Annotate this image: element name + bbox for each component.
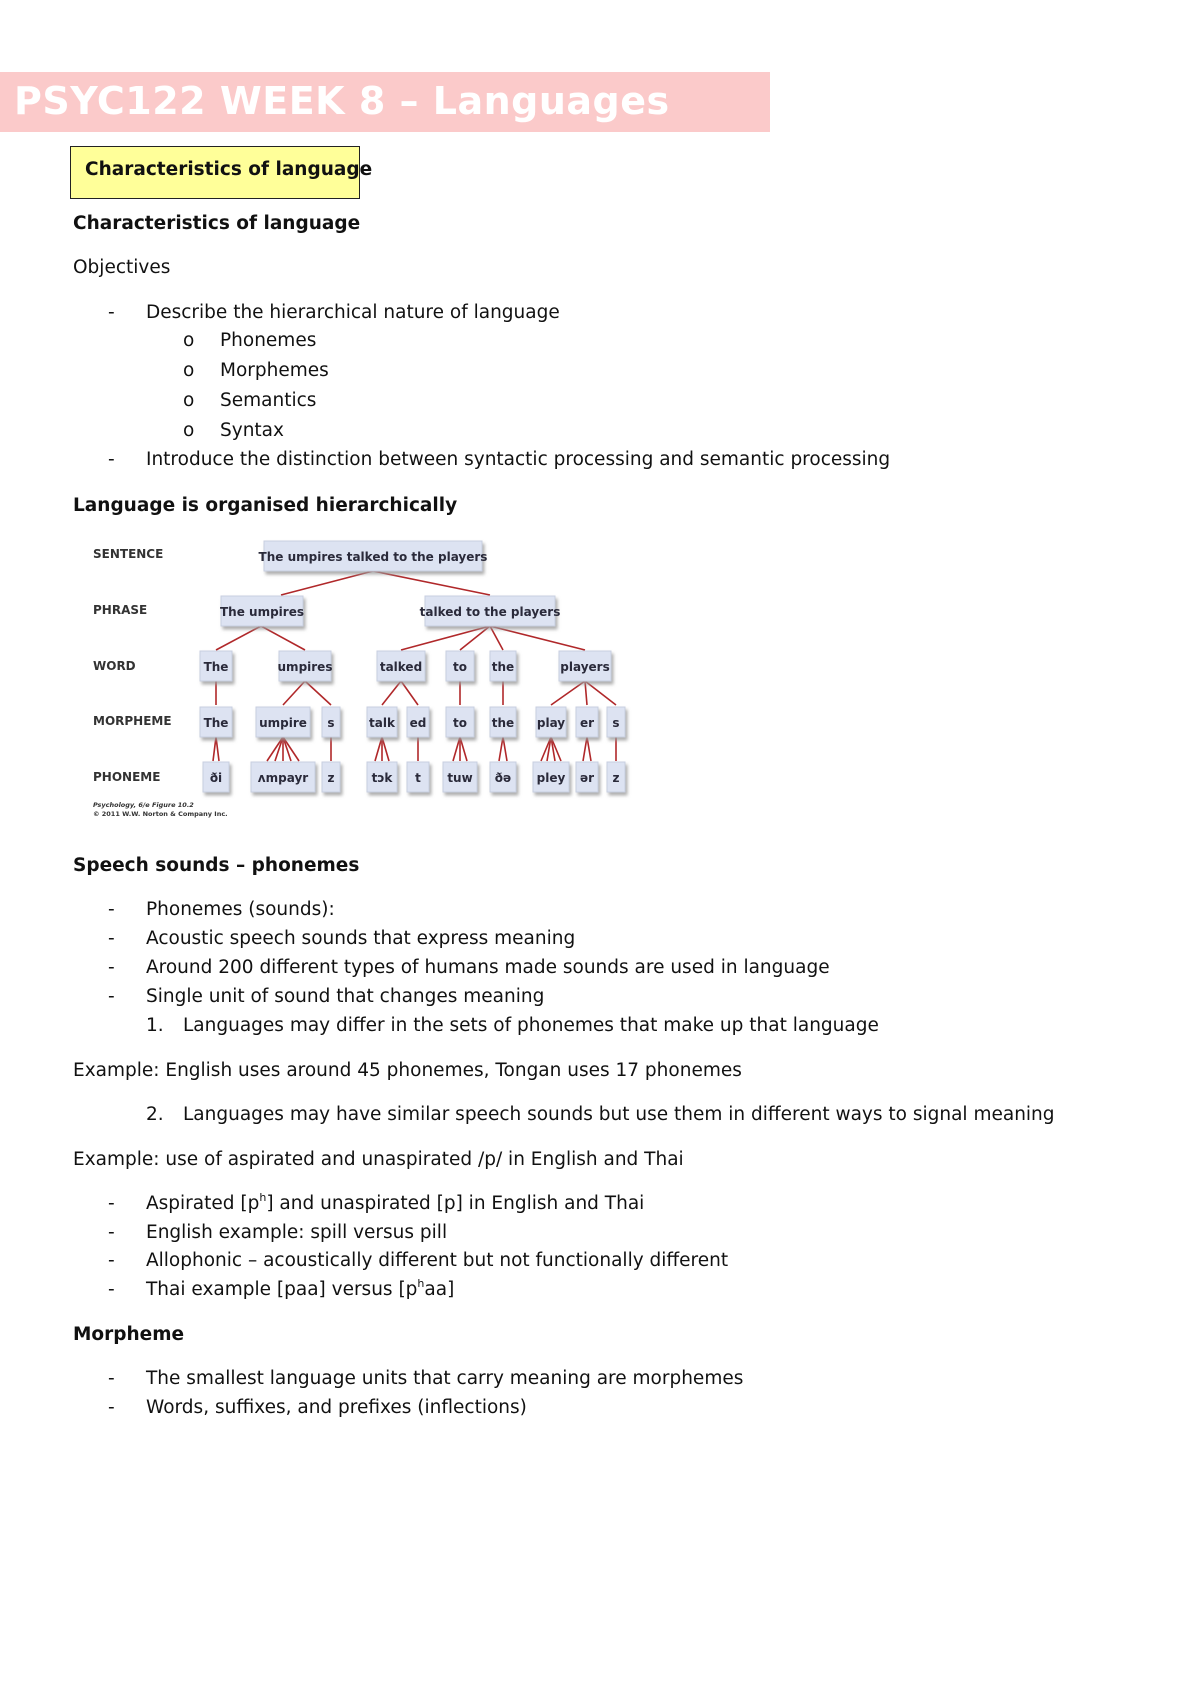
phoneme-label: pley	[536, 771, 566, 785]
numbered-item: Languages may differ in the sets of phonemes that make up that language	[183, 1015, 879, 1036]
bullet-dash: -	[108, 1368, 115, 1389]
figure-copyright: © 2011 W.W. Norton & Company Inc.	[93, 810, 228, 818]
page-title: PSYC122 WEEK 8 – Languages	[14, 79, 670, 123]
numbered-item: Languages may have similar speech sounds but use them in different ways to signal meaning	[183, 1104, 1055, 1125]
phoneme-bullet: Single unit of sound that changes meaning	[146, 986, 545, 1007]
level-label: WORD	[93, 659, 136, 673]
aspiration-bullet: Allophonic – acoustically different but not functionally different	[146, 1250, 729, 1271]
numbered-marker: 1.	[146, 1015, 164, 1036]
phrase-label: The umpires	[220, 605, 304, 619]
sentence-label: The umpires talked to the players	[258, 550, 488, 564]
language-hierarchy-figure	[85, 535, 645, 830]
morpheme-label: talk	[369, 716, 395, 730]
phrase-label: talked to the players	[419, 605, 561, 619]
level-label: SENTENCE	[93, 547, 164, 561]
bullet-dash: -	[108, 1397, 115, 1418]
phoneme-label: tuw	[447, 771, 473, 785]
sub-bullet-item: Morphemes	[220, 360, 329, 381]
sub-bullet-item: Phonemes	[220, 330, 317, 351]
phoneme-label: ʌmpayr	[257, 771, 309, 785]
phoneme-label: ər	[579, 771, 595, 785]
word-label: talked	[379, 660, 423, 674]
level-label: PHONEME	[93, 770, 161, 784]
sub-bullet-marker: o	[183, 420, 195, 441]
morpheme-label: s	[612, 716, 620, 730]
morpheme-label: the	[491, 716, 515, 730]
sub-bullet-marker: o	[183, 390, 195, 411]
word-label: umpires	[277, 660, 333, 674]
objective-item: Describe the hierarchical nature of language	[146, 302, 560, 323]
level-label: MORPHEME	[93, 714, 172, 728]
aspiration-bullet: Aspirated $[p^h]$ and unaspirated [p] in English and Thai	[146, 1191, 645, 1214]
phoneme-label: tɔk	[371, 771, 393, 785]
phoneme-bullet: Acoustic speech sounds that express meaning	[146, 928, 576, 949]
objective-item: Introduce the distinction between syntactic processing and semantic processing	[146, 449, 891, 470]
sub-bullet-item: Syntax	[220, 420, 284, 441]
morpheme-heading: Morpheme	[73, 1324, 185, 1345]
level-label: PHRASE	[93, 603, 148, 617]
morpheme-label: ed	[409, 716, 427, 730]
word-label: the	[491, 660, 515, 674]
aspiration-bullet: English example: spill versus pill	[146, 1222, 448, 1243]
phonemes-heading: Speech sounds – phonemes	[73, 855, 360, 876]
bullet-dash: -	[108, 1193, 115, 1214]
phoneme-label: z	[327, 771, 335, 785]
phoneme-bullet: Around 200 different types of humans made sounds are used in language	[146, 957, 830, 978]
morpheme-bullet: Words, suffixes, and prefixes (inflections)	[146, 1397, 527, 1418]
word-label: players	[560, 660, 610, 674]
objectives-label: Objectives	[73, 257, 171, 278]
example-text: Example: English uses around 45 phonemes, Tongan uses 17 phonemes	[73, 1060, 742, 1081]
morpheme-label: The	[203, 716, 229, 730]
title-banner	[0, 72, 770, 132]
sub-bullet-marker: o	[183, 330, 195, 351]
phoneme-label: t	[415, 771, 421, 785]
morpheme-label: to	[453, 716, 467, 730]
hierarchy-heading: Language is organised hierarchically	[73, 495, 458, 516]
morpheme-label: umpire	[259, 716, 307, 730]
bullet-dash: -	[108, 986, 115, 1007]
sub-bullet-item: Semantics	[220, 390, 317, 411]
bullet-dash: -	[108, 957, 115, 978]
section-label-box	[70, 146, 373, 199]
bullet-dash: -	[108, 449, 115, 470]
word-label: to	[453, 660, 467, 674]
sub-bullet-marker: o	[183, 360, 195, 381]
characteristics-heading: Characteristics of language	[73, 213, 361, 234]
word-label: The	[203, 660, 229, 674]
phoneme-label: ði	[209, 771, 223, 785]
phoneme-label: z	[612, 771, 620, 785]
section-label: Characteristics of language	[85, 159, 373, 180]
example-text: Example: use of aspirated and unaspirated /p/ in English and Thai	[73, 1149, 684, 1170]
morpheme-label: er	[579, 716, 595, 730]
bullet-dash: -	[108, 1222, 115, 1243]
aspiration-bullet: Thai example [paa] versus $[p^haa]$	[146, 1277, 455, 1300]
numbered-marker: 2.	[146, 1104, 164, 1125]
bullet-dash: -	[108, 1279, 115, 1300]
morpheme-bullet: The smallest language units that carry meaning are morphemes	[146, 1368, 744, 1389]
bullet-dash: -	[108, 302, 115, 323]
figure-credit: Psychology, 6/e Figure 10.2	[93, 801, 194, 809]
phoneme-bullet: Phonemes (sounds):	[146, 899, 335, 920]
bullet-dash: -	[108, 928, 115, 949]
morpheme-label: s	[327, 716, 335, 730]
bullet-dash: -	[108, 899, 115, 920]
phoneme-label: ðə	[494, 771, 512, 785]
bullet-dash: -	[108, 1250, 115, 1271]
morpheme-label: play	[536, 716, 566, 730]
